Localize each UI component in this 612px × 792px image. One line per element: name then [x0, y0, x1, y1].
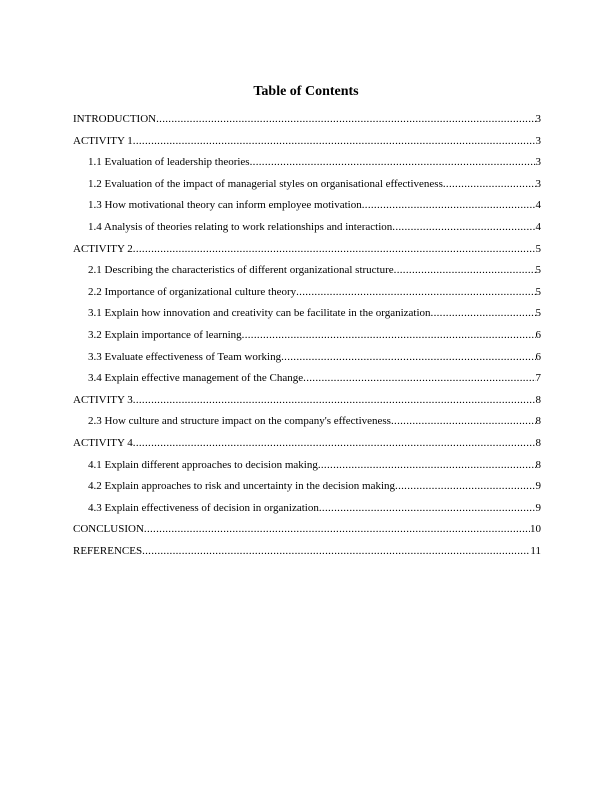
- dot-leader: [133, 394, 536, 407]
- toc-entry-label: ACTIVITY 1: [73, 134, 133, 147]
- dot-leader: [296, 286, 535, 299]
- toc-page-number: 11: [530, 544, 541, 557]
- toc-page-number: 4: [535, 220, 541, 233]
- toc-page-number: 3: [535, 134, 541, 147]
- toc-entry-label: 3.3 Evaluate effectiveness of Team working: [88, 350, 282, 363]
- toc-entry-2-2[interactable]: [73, 286, 541, 308]
- toc-entry-label: 4.3 Explain effectiveness of decision in organization: [88, 501, 319, 514]
- toc-entry-label: REFERENCES: [73, 544, 143, 557]
- toc-entry-label: 1.1 Evaluation of leadership theories: [88, 156, 250, 169]
- dot-leader: [133, 437, 536, 450]
- toc-entry-label: ACTIVITY 4: [73, 436, 133, 449]
- toc-entry-label: 2.3 How culture and structure impact on the company's effectiveness: [88, 415, 391, 428]
- toc-page-number: 6: [535, 350, 541, 363]
- toc-page-number: 5: [535, 242, 541, 255]
- toc-entry-label: 3.2 Explain importance of learning: [88, 328, 242, 341]
- toc-page-number: 6: [535, 328, 541, 341]
- toc-page-number: 10: [530, 523, 541, 536]
- toc-entry-label: INTRODUCTION: [73, 113, 157, 125]
- toc-entry-introduction[interactable]: [73, 113, 541, 135]
- toc-entry-label: 1.3 How motivational theory can inform employee motivation: [88, 199, 362, 212]
- toc-entry-4-2[interactable]: [73, 480, 541, 502]
- toc-entry-label: 3.4 Explain effective management of the Change: [88, 372, 304, 385]
- dot-leader: [133, 243, 536, 256]
- toc-entry-label: 4.2 Explain approaches to risk and uncertainty in the decision making: [88, 480, 396, 493]
- dot-leader: [144, 523, 530, 536]
- dot-leader: [303, 372, 535, 385]
- toc-entry-3-2[interactable]: [73, 329, 541, 351]
- toc-entry-activity-1[interactable]: [73, 135, 541, 157]
- toc-entry-label: ACTIVITY 2: [73, 242, 133, 255]
- toc-entry-conclusion[interactable]: [73, 523, 541, 545]
- toc-entry-3-3[interactable]: [73, 351, 541, 373]
- toc-entry-1-3[interactable]: [73, 199, 541, 221]
- toc-page-number: 5: [535, 307, 541, 320]
- dot-leader: [133, 135, 536, 148]
- toc-entry-4-3[interactable]: [73, 502, 541, 524]
- dot-leader: [362, 199, 536, 212]
- toc-entry-activity-2[interactable]: [73, 243, 541, 265]
- dot-leader: [443, 178, 536, 191]
- toc-page-number: 4: [535, 199, 541, 212]
- toc-page-number: 5: [535, 285, 541, 298]
- toc-entry-1-4[interactable]: [73, 221, 541, 243]
- toc-entry-label: 2.2 Importance of organizational culture theory: [88, 285, 297, 298]
- toc-page-number: 8: [535, 458, 541, 471]
- dot-leader: [431, 307, 536, 320]
- dot-leader: [392, 221, 535, 234]
- toc-page-number: 9: [535, 501, 541, 514]
- toc-page-number: 9: [535, 480, 541, 493]
- dot-leader: [156, 113, 535, 126]
- toc-entry-2-1[interactable]: [73, 264, 541, 286]
- toc-page-number: 3: [535, 113, 541, 125]
- toc-entry-label: 3.1 Explain how innovation and creativity can be facilitate in the organization: [88, 307, 431, 320]
- dot-leader: [394, 264, 536, 277]
- toc-list: [73, 113, 541, 566]
- toc-entry-1-1[interactable]: [73, 156, 541, 178]
- toc-entry-4-1[interactable]: [73, 459, 541, 481]
- toc-page-number: 3: [535, 156, 541, 169]
- dot-leader: [319, 502, 536, 515]
- toc-page-number: 3: [535, 177, 541, 190]
- toc-entry-label: 4.1 Explain different approaches to decision making: [88, 458, 318, 471]
- toc-entry-1-2[interactable]: [73, 178, 541, 200]
- dot-leader: [250, 156, 536, 169]
- dot-leader: [142, 545, 530, 558]
- toc-entry-2-3[interactable]: [73, 415, 541, 437]
- toc-page-number: 8: [535, 436, 541, 449]
- toc-entry-label: 1.4 Analysis of theories relating to work relationships and interaction: [88, 220, 393, 233]
- toc-entry-label: 2.1 Describing the characteristics of different organizational structure: [88, 264, 394, 277]
- toc-entry-label: CONCLUSION: [73, 523, 144, 536]
- dot-leader: [395, 480, 535, 493]
- toc-entry-label: ACTIVITY 3: [73, 393, 133, 406]
- toc-entry-references[interactable]: [73, 545, 541, 567]
- toc-page-number: 5: [535, 264, 541, 277]
- toc-entry-activity-4[interactable]: [73, 437, 541, 459]
- toc-title: Table of Contents: [253, 84, 359, 99]
- toc-entry-3-4[interactable]: [73, 372, 541, 394]
- toc-entry-activity-3[interactable]: [73, 394, 541, 416]
- dot-leader: [281, 351, 535, 364]
- dot-leader: [242, 329, 536, 342]
- dot-leader: [391, 415, 536, 428]
- dot-leader: [318, 459, 536, 472]
- toc-entry-3-1[interactable]: [73, 307, 541, 329]
- toc-page-number: 8: [535, 393, 541, 406]
- toc-entry-label: 1.2 Evaluation of the impact of managerial styles on organisational effectiveness: [88, 177, 443, 190]
- toc-page-number: 7: [535, 372, 541, 385]
- toc-page-number: 8: [535, 415, 541, 428]
